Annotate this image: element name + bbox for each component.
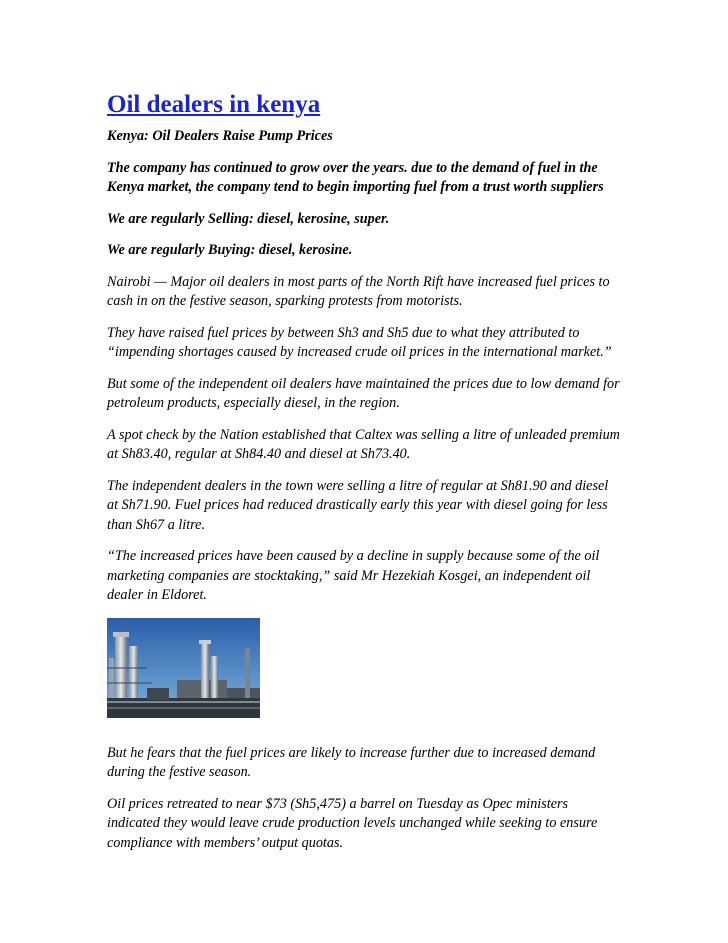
article-subtitle: Kenya: Oil Dealers Raise Pump Prices — [107, 128, 333, 144]
selling-paragraph: We are regularly Selling: diesel, kerosine, super. — [107, 210, 390, 227]
page-title-link[interactable]: Oil dealers in kenya — [107, 91, 321, 118]
document-page — [107, 90, 622, 865]
body-paragraph: “The increased prices have been caused by a decline in supply because some of the oil marketing companies are stocktaking,” said Mr Hezekiah Kosgei, an independent oil dealer in Eldoret. — [107, 548, 600, 603]
company-paragraph: The company has continued to grow over the years. due to the demand of fuel in the Kenya market, the company tend to begin importing fuel from a trust worth suppliers — [107, 159, 604, 195]
body-paragraph: Oil prices retreated to near $73 (Sh5,475) a barrel on Tuesday as Opec ministers indicated they would leave crude production levels unchanged while seeking to ensure compliance with members’ output quotas. — [107, 795, 598, 851]
body-paragraph: They have raised fuel prices by between Sh3 and Sh5 due to what they attributed to “impending shortages caused by increased crude oil prices in the international market.” — [107, 324, 612, 360]
body-paragraph: The independent dealers in the town were selling a litre of regular at Sh81.90 and diesel at Sh71.90. Fuel prices had reduced drastically early this year with diesel going for less than Sh67 a litre. — [107, 477, 609, 533]
body-paragraph: But he fears that the fuel prices are likely to increase further due to increased demand during the festive season. — [107, 744, 596, 780]
body-paragraph: Nairobi — Major oil dealers in most parts of the North Rift have increased fuel prices to cash in on the festive season, sparking protests from motorists. — [107, 273, 610, 309]
body-paragraph: But some of the independent oil dealers have maintained the prices due to low demand for petroleum products, especially diesel, in the region. — [107, 375, 620, 411]
oil-refinery-image — [107, 618, 260, 718]
buying-paragraph: We are regularly Buying: diesel, kerosine. — [107, 242, 353, 258]
body-paragraph: A spot check by the Nation established that Caltex was selling a litre of unleaded premium at Sh83.40, regular at Sh84.40 and diesel at Sh73.40. — [107, 426, 620, 462]
